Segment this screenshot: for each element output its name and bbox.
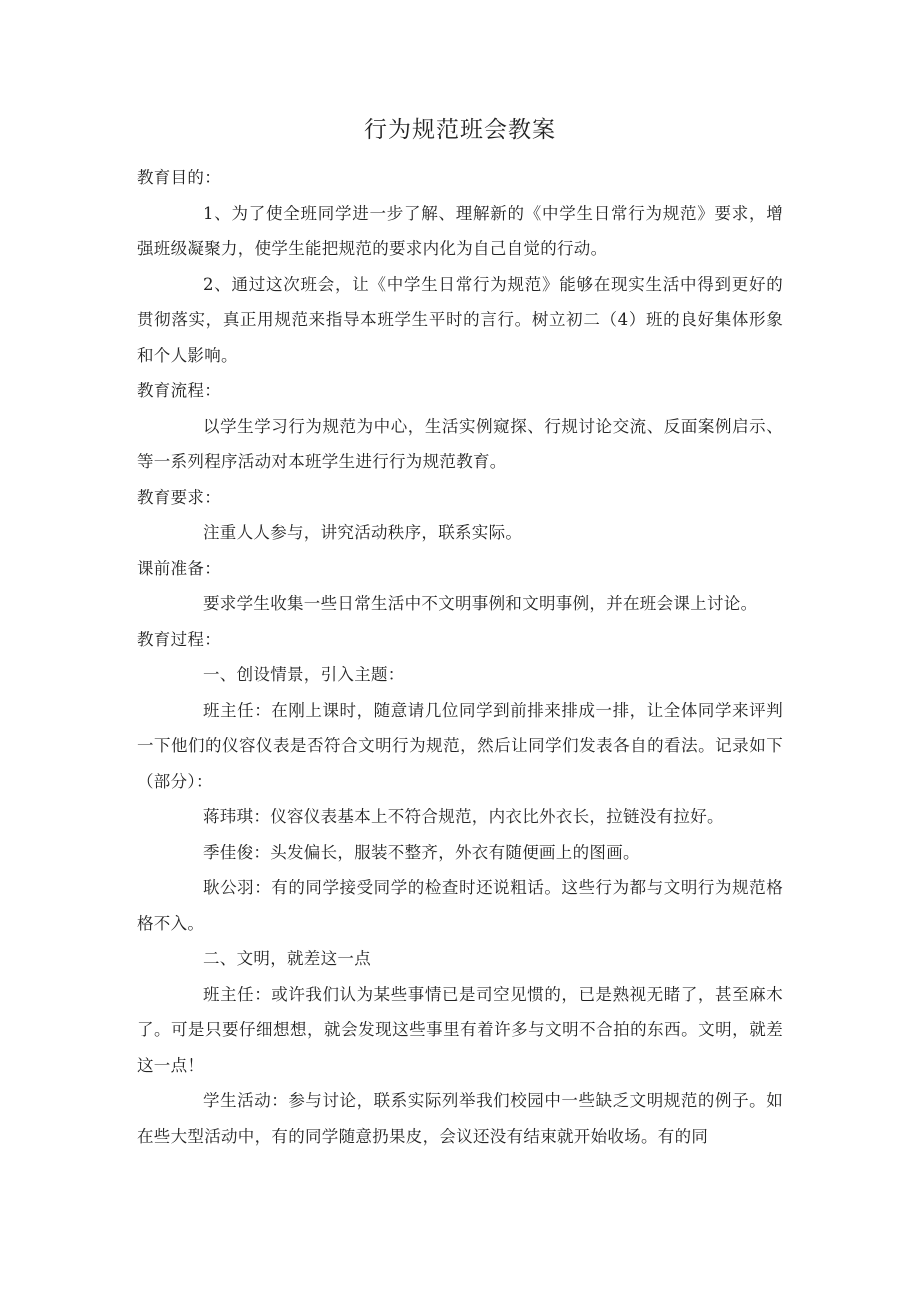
section-heading: 教育要求：: [137, 487, 221, 507]
section-heading: 教育过程：: [137, 629, 221, 649]
body-paragraph: 二、文明，就差这一点: [203, 949, 371, 968]
body-paragraph: 班主任：或许我们认为某些事情已是司空见惯的，已是熟视无睹了，甚至麻木了。可是只要仔细想想，就会发现这些事里有着许多与文明不合拍的东西。文明，就差这一点！: [137, 984, 783, 1075]
body-paragraph: 班主任：在刚上课时，随意请几位同学到前排来排成一排，让全体同学来评判一下他们的仪容仪表是否符合文明行为规范，然后让同学们发表各自的看法。记录如下（部分）：: [137, 700, 783, 791]
section-heading: 课前准备：: [137, 558, 221, 578]
document-body: [137, 160, 783, 1154]
body-paragraph: 要求学生收集一些日常生活中不文明事例和文明事例，并在班会课上讨论。: [203, 594, 758, 613]
body-paragraph: 注重人人参与，讲究活动秩序，联系实际。: [203, 523, 523, 542]
body-paragraph: 以学生学习行为规范为中心，生活实例窥探、行规讨论交流、反面案例启示、等一系列程序活动对本班学生进行行为规范教育。: [137, 416, 783, 471]
body-paragraph: 2、通过这次班会，让《中学生日常行为规范》能够在现实生活中得到更好的贯彻落实，真正用规范来指导本班学生平时的言行。树立初二（4）班的良好集体形象和个人影响。: [137, 274, 783, 365]
body-paragraph: 耿公羽：有的同学接受同学的检查时还说粗话。这些行为都与文明行为规范格格不入。: [137, 878, 783, 933]
body-paragraph: 一、创设情景，引入主题：: [203, 665, 405, 684]
body-paragraph: 季佳俊：头发偏长，服装不整齐，外衣有随便画上的图画。: [203, 842, 640, 862]
document-title: 行为规范班会教案: [364, 117, 556, 143]
body-paragraph: 1、为了使全班同学进一步了解、理解新的《中学生日常行为规范》要求，增强班级凝聚力，使学生能把规范的要求内化为自己自觉的行动。: [137, 203, 783, 258]
body-paragraph: 学生活动：参与讨论，联系实际列举我们校园中一些缺乏文明规范的例子。如在些大型活动中，有的同学随意扔果皮，会议还没有结束就开始收场。有的同: [137, 1091, 783, 1146]
section-heading: 教育流程：: [137, 381, 221, 400]
body-paragraph: 蒋玮琪：仪容仪表基本上不符合规范，内衣比外衣长，拉链没有拉好。: [203, 807, 724, 826]
section-heading: 教育目的：: [137, 168, 221, 187]
